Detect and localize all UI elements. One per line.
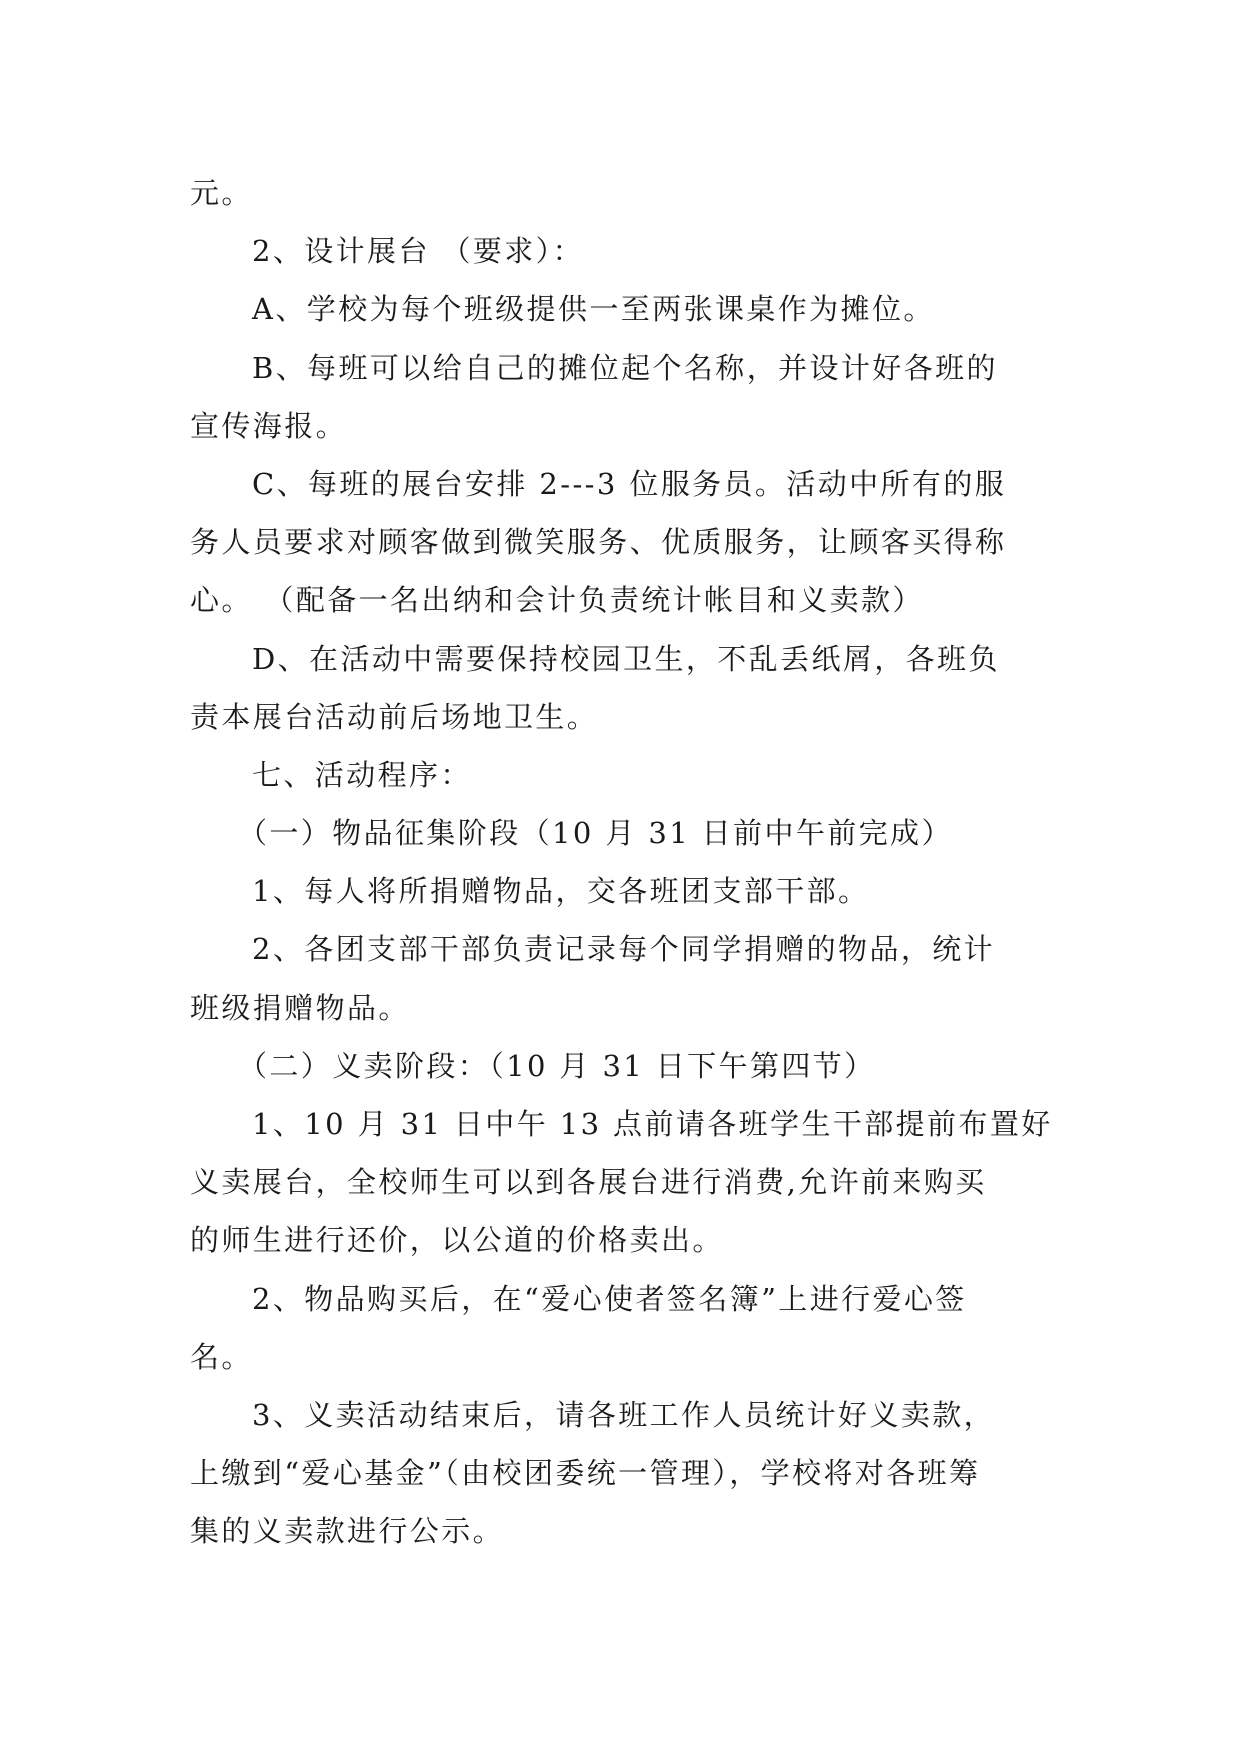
document-body	[190, 164, 1060, 1561]
subsection-heading: （一）物品征集阶段（10 月 31 日前中午前完成）	[238, 816, 953, 851]
text-line: 宣传海报。	[190, 408, 348, 443]
text-line: 上缴到“爱心基金”（由校团委统一管理），学校将对各班筹	[190, 1456, 981, 1491]
text-line: 责本展台活动前后场地卫生。	[190, 699, 599, 734]
text-line: 集的义卖款进行公示。	[190, 1514, 505, 1549]
text-line: A、学校为每个班级提供一至两张课桌作为摊位。	[252, 292, 935, 327]
text-line: 2、物品购买后，在“爱心使者签名簿”上进行爱心签	[252, 1281, 967, 1316]
text-line: 心。 （配备一名出纳和会计负责统计帐目和义卖款）	[190, 583, 924, 618]
text-line: 2、各团支部干部负责记录每个同学捐赠的物品，统计	[252, 932, 996, 967]
text-line: D、在活动中需要保持校园卫生，不乱丢纸屑，各班负	[252, 641, 1000, 676]
text-line: 1、每人将所捐赠物品，交各班团支部干部。	[252, 874, 870, 909]
text-line: 3、义卖活动结束后，请各班工作人员统计好义卖款，	[252, 1397, 996, 1432]
text-line: 元。	[190, 176, 253, 210]
text-line: B、每班可以给自己的摊位起个名称，并设计好各班的	[252, 350, 998, 385]
subsection-heading: （二）义卖阶段：（10 月 31 日下午第四节）	[238, 1048, 876, 1083]
text-line: 的师生进行还价，以公道的价格卖出。	[190, 1223, 724, 1258]
text-line: 1、10 月 31 日中午 13 点前请各班学生干部提前布置好	[252, 1107, 1053, 1141]
text-line: 义卖展台，全校师生可以到各展台进行消费,允许前来购买	[190, 1165, 987, 1200]
text-line: 务人员要求对顾客做到微笑服务、优质服务，让顾客买得称	[190, 525, 1007, 560]
text-line: 班级捐赠物品。	[190, 990, 410, 1025]
text-line: 名。	[190, 1339, 253, 1374]
text-line: 2、设计展台 （要求）：	[252, 234, 584, 269]
text-line: C、每班的展台安排 2---3 位服务员。活动中所有的服	[252, 466, 1007, 501]
section-heading: 七、活动程序：	[252, 757, 472, 792]
